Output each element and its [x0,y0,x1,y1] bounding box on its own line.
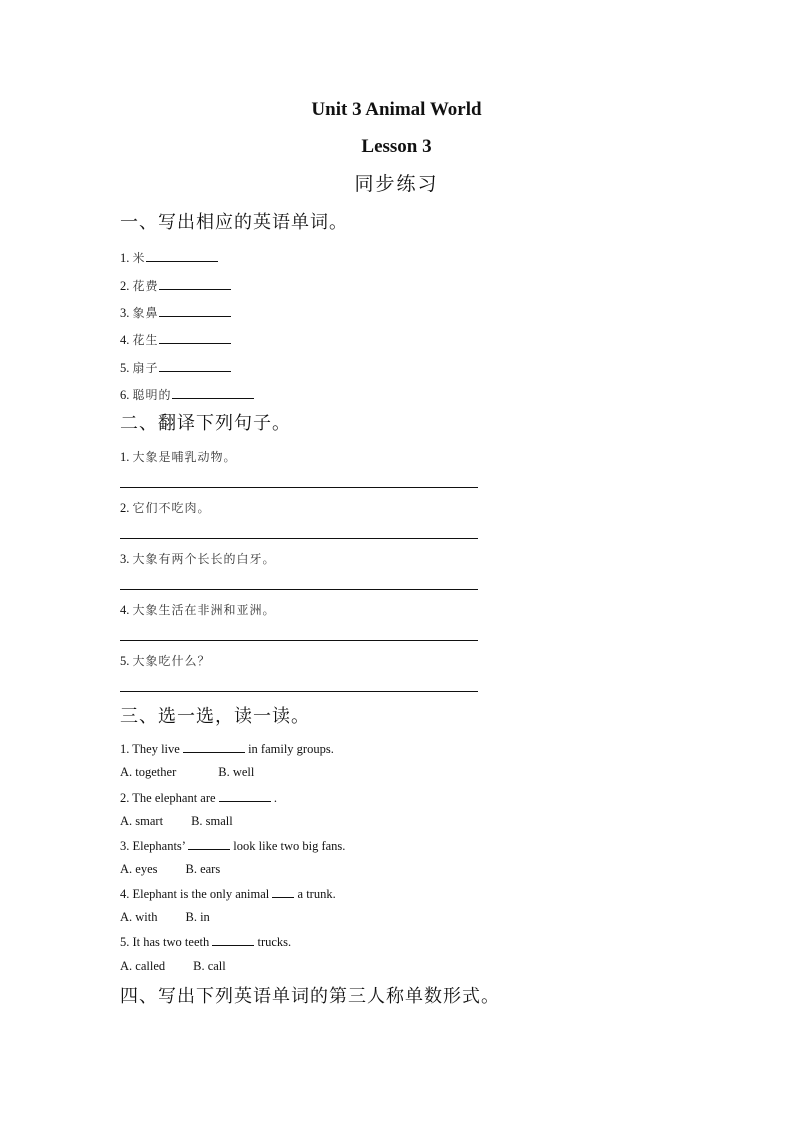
sentence-item [120,502,211,515]
answer-line[interactable] [120,487,478,488]
subtitle: 同步练习 [354,173,439,195]
option-b[interactable]: B. small [191,814,233,828]
answer-blank[interactable] [159,360,231,372]
question-item [120,791,277,805]
chinese-word: 扇子 [132,361,159,375]
question-text: 5. It has two teeth [120,935,210,949]
sentence-item [120,451,237,464]
chinese-sentence: 大象有两个长长的白牙。 [132,552,276,566]
item-number: 2. [120,501,130,515]
word-item [120,305,231,320]
section3-heading: 三、选一选，读一读。 [120,706,310,727]
item-number: 3. [120,552,130,566]
option-a[interactable]: A. eyes [120,862,158,876]
option-a[interactable]: A. together [120,765,177,779]
section2-heading: 二、翻译下列句子。 [120,413,291,434]
chinese-sentence: 大象是哺乳动物。 [132,450,237,464]
item-number: 3. [120,306,130,320]
option-a[interactable]: A. called [120,959,166,973]
word-item [120,387,254,402]
question-text: 2. The elephant are [120,791,216,805]
question-item [120,935,291,949]
answer-blank[interactable] [159,305,231,317]
item-number: 1. [120,251,130,265]
chinese-word: 象鼻 [132,306,159,320]
options-row [120,863,220,876]
answer-line[interactable] [120,640,478,641]
chinese-word: 米 [132,251,146,265]
answer-blank[interactable] [188,839,230,850]
option-a[interactable]: A. with [120,910,158,924]
answer-blank[interactable] [172,387,254,399]
question-text-end: in family groups. [248,742,334,756]
chinese-sentence: 大象吃什么？ [132,654,211,668]
item-number: 4. [120,333,130,347]
item-number: 4. [120,603,130,617]
chinese-sentence: 它们不吃肉。 [132,501,211,515]
word-item [120,360,231,375]
item-number: 1. [120,450,130,464]
options-row [120,911,210,924]
question-text-end: trucks. [257,935,292,949]
option-b[interactable]: B. call [193,959,226,973]
question-text-end: look like two big fans. [233,839,346,853]
answer-blank[interactable] [159,332,231,344]
chinese-sentence: 大象生活在非洲和亚洲。 [132,603,276,617]
sentence-item [120,553,276,566]
answer-blank[interactable] [183,742,245,753]
question-item [120,839,345,853]
question-text: 1. They live [120,742,180,756]
question-text: 4. Elephant is the only animal [120,887,270,901]
answer-blank[interactable] [272,887,294,898]
title: Unit 3 Animal World [311,99,482,120]
question-item [120,887,336,901]
item-number: 2. [120,279,130,293]
question-text-end: a trunk. [297,887,336,901]
chinese-word: 花费 [132,279,159,293]
option-b[interactable]: B. in [185,910,210,924]
question-text-end: . [273,791,277,805]
item-number: 6. [120,388,130,402]
chinese-word: 聪明的 [132,388,172,402]
item-number: 5. [120,361,130,375]
options-row [120,766,254,779]
options-row [120,960,226,973]
lesson-title: Lesson 3 [361,136,432,157]
answer-blank[interactable] [219,791,271,802]
answer-blank[interactable] [146,250,218,262]
chinese-word: 花生 [132,333,159,347]
section1-heading: 一、写出相应的英语单词。 [120,212,348,233]
option-b[interactable]: B. well [218,765,255,779]
sentence-item [120,655,211,668]
sentence-item [120,604,276,617]
answer-line[interactable] [120,589,478,590]
question-text: 3. Elephants’ [120,839,186,853]
answer-line[interactable] [120,538,478,539]
options-row [120,815,233,828]
answer-line[interactable] [120,691,478,692]
item-number: 5. [120,654,130,668]
word-item [120,278,231,293]
option-a[interactable]: A. smart [120,814,164,828]
word-item [120,332,231,347]
answer-blank[interactable] [212,935,254,946]
question-item [120,742,334,756]
word-item [120,250,218,265]
option-b[interactable]: B. ears [185,862,221,876]
section4-heading: 四、写出下列英语单词的第三人称单数形式。 [120,986,500,1007]
answer-blank[interactable] [159,278,231,290]
